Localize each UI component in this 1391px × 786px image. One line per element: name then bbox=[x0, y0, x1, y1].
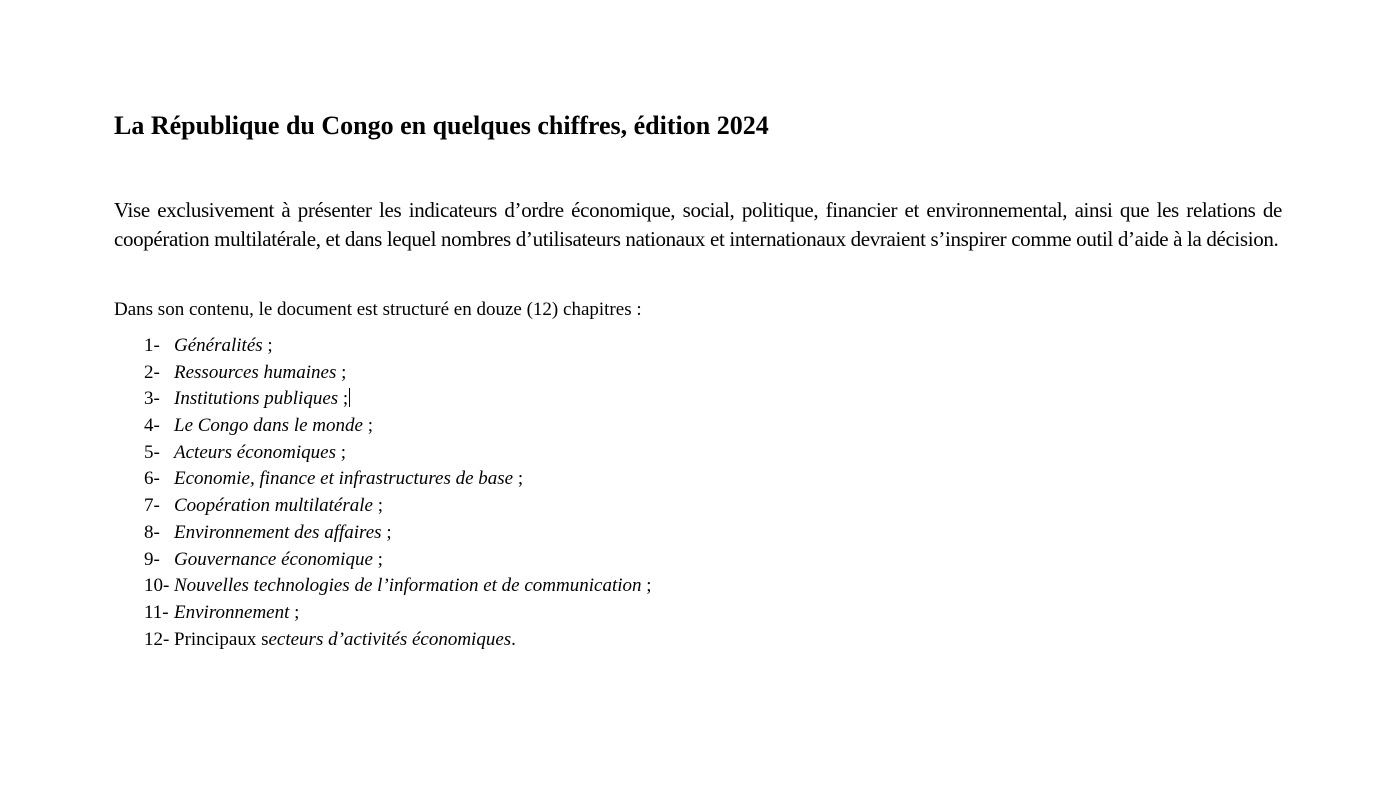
chapter-number: 11- bbox=[144, 601, 169, 623]
chapter-name: Environnement des affaires bbox=[174, 521, 382, 543]
chapter-name: Nouvelles technologies de l’information et de communication bbox=[174, 575, 642, 597]
chapter-list bbox=[144, 333, 652, 653]
chapter-number: 3- bbox=[144, 388, 160, 410]
chapter-punctuation: ; bbox=[289, 601, 300, 623]
chapter-number: 7- bbox=[144, 495, 160, 517]
chapter-item bbox=[144, 493, 652, 520]
chapter-item bbox=[144, 466, 652, 493]
chapter-number: 1- bbox=[144, 335, 160, 356]
chapter-punctuation: ; bbox=[335, 441, 347, 463]
chapter-punctuation: ; bbox=[381, 521, 392, 543]
chapter-item bbox=[144, 333, 652, 360]
chapter-item bbox=[144, 600, 652, 627]
chapter-name: Environnement bbox=[174, 601, 290, 623]
chapter-punctuation: ; bbox=[372, 548, 383, 570]
structure-intro: Dans son contenu, le document est structuré en douze (12) chapitres : bbox=[114, 299, 642, 320]
chapter-number: 12- bbox=[144, 628, 170, 650]
intro-paragraph: Vise exclusivement à présenter les indicateurs d’ordre économique, social, politique, financier et environnemental, ainsi que les relations de coopération multilatérale, et dans lequel nombres d’utilisateurs nationaux et internationaux devraient s’inspirer comme outil d’aide à la décision. bbox=[114, 198, 1282, 251]
chapter-punctuation: ; bbox=[641, 575, 652, 597]
chapter-number: 5- bbox=[144, 441, 160, 463]
chapter-item bbox=[144, 547, 652, 574]
chapter-punctuation: ; bbox=[362, 415, 373, 437]
chapter-name: ecteurs d’activités économiques bbox=[268, 628, 512, 650]
chapter-number: 10- bbox=[144, 575, 170, 597]
chapter-punctuation: ; bbox=[513, 468, 524, 490]
chapter-item bbox=[144, 573, 652, 600]
chapter-name: Acteurs économiques bbox=[174, 441, 336, 463]
chapter-punctuation: . bbox=[511, 628, 516, 650]
chapter-item bbox=[144, 360, 652, 387]
chapter-item bbox=[144, 413, 652, 440]
chapter-punctuation: ; bbox=[338, 388, 349, 410]
chapter-prefix: Principaux s bbox=[174, 628, 269, 650]
chapter-name: Le Congo dans le monde bbox=[174, 415, 363, 437]
chapter-name: Ressources humaines bbox=[174, 361, 337, 383]
chapter-item bbox=[144, 440, 652, 467]
chapter-name: Coopération multilatérale bbox=[174, 495, 373, 517]
chapter-item bbox=[144, 627, 652, 654]
chapter-punctuation: ; bbox=[336, 361, 347, 383]
chapter-name: Institutions publiques bbox=[174, 388, 339, 410]
text-cursor bbox=[349, 388, 350, 407]
chapter-item bbox=[144, 520, 652, 547]
chapter-punctuation: ; bbox=[372, 495, 383, 517]
chapter-number: 6- bbox=[144, 468, 160, 490]
chapter-name: Gouvernance économique bbox=[174, 548, 373, 570]
document-title: La République du Congo en quelques chiffres, édition 2024 bbox=[114, 111, 769, 140]
chapter-number: 4- bbox=[144, 415, 160, 437]
chapter-number: 9- bbox=[144, 548, 160, 570]
chapter-name: Economie, finance et infrastructures de base bbox=[174, 468, 514, 490]
chapter-name: Généralités bbox=[174, 335, 263, 356]
chapter-number: 2- bbox=[144, 361, 160, 383]
chapter-number: 8- bbox=[144, 521, 160, 543]
chapter-punctuation: ; bbox=[262, 335, 273, 356]
chapter-item bbox=[144, 386, 652, 413]
